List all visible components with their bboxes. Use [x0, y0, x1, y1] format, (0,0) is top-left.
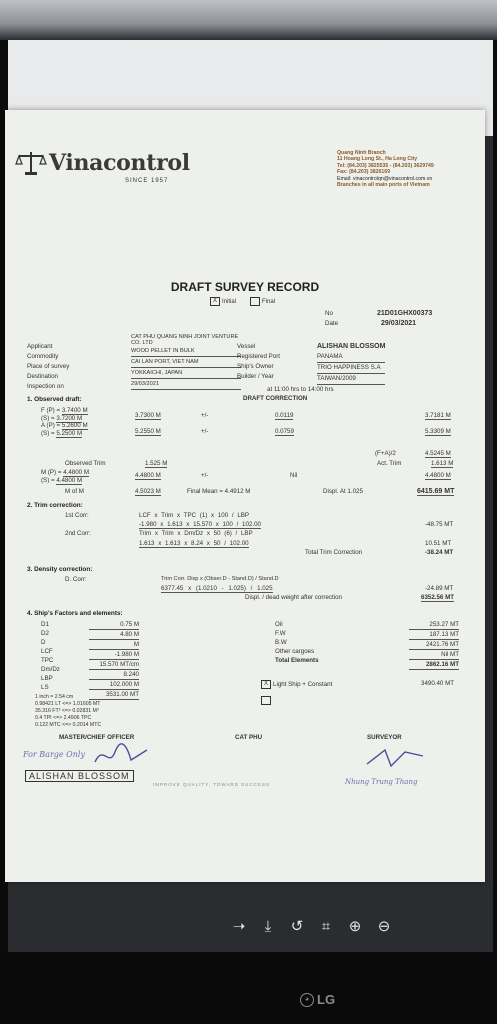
displ-label: Displ. At 1.025 — [323, 488, 363, 495]
total-trim-label: Total Trim Correction — [305, 549, 363, 556]
second-corr-label: 2nd Corr: — [65, 530, 91, 537]
trim-row1: LCF x Trim x TPC (1) x 100 / LBP — [139, 512, 250, 519]
scale-logo-icon — [15, 150, 47, 176]
branch-info: Quang Ninh Branch 11 Hoang Long St., Ha Long City Tel: (84.203) 3825535 - (84.203) 3629749 Fax: (84.203) 3826169 Email: vinacontrolqn@vinacontrol.com.vn Branches in all main ports of Vietnam — [337, 150, 434, 189]
displ-value: 6415.69 MT — [417, 488, 455, 495]
element-labels: Oil F.W B.W Other cargoes Total Elements — [275, 621, 319, 664]
displ-dw-label: Displ. / dead weight after correction — [245, 594, 342, 601]
density-result: -24.89 MT — [425, 585, 454, 592]
fa2-value: 4.5245 M — [425, 450, 451, 457]
crop-icon[interactable]: ⌗ — [321, 918, 331, 935]
act-trim-value: 1.613 M — [431, 460, 454, 467]
first-corr-label: 1st Corr: — [65, 512, 89, 519]
draft-survey-document: Vinacontrol SINCE 1957 Quang Ninh Branch 11 Hoang Long St., Ha Long City Tel: (84.203) 3825535 - (84.203) 3629749 Fax: (84.203) 3826169 Email: vinacontrolqn@vinacontrol.com.vn Branches in all main ports of Vietnam DRAFT SURVEY RECORD X Initial Final No 21D01GHX00373 Date 29/03/2021 Applicant Commodity Place of survey Destination Inspection on CAT PHU QUANG NINH JOINT VENTURE CO. LTD WOOD PELLET IN BULK CAI LAN PORT, VIET NAM YOKKAICHI, JAPAN 29/03/2021 Vessel Registered Port Ship's Owner Builder / Year ALISHAN BLOSSOM PANAMA TRIO HAPPINESS S.A TAIWAN/2009 at 11:00 hrs to 14:00 hrs DRAFT CORRECTION 1. Observed draft: F (P) = 3.7400 M (S) = 3.7200 M A (P) = 5.2600 M (S) = 5.2500 M 3.7300 M 5.2550 M +/- +/- 0.0119 0.0759 3.7181 M 5.3309 M (F+A)/2 4.5245 M Act. Trim 1.613 M Observed Trim 1.525 M M (P) = 4.4800 M (S) = 4.4800 M 4.4800 M +/- Nil 4.4800 M M of M 4.5023 M Final Mean = 4.4912 M Displ. At 1.025 6415.69 MT 2. Trim correction: 1st Corr: LCF x Trim x TPC (1) x 100 / LBP -1.980 x 1.613 x 15.570 x 100 / 102.00 -48.75 MT 2nd Corr: Trim x Trim x Dm/Dz x 50 (6) / LBP 1.613 x 1.613 x 8.24 x 50 / 102.00 10.51 MT Total Trim Correction -38.24 MT 3. Density correction: D. Corr: Trim Corr. Disp x (Obser.D - Stand.D) / Stand.D 6377.45 x (1.0210 - 1.025) / 1.025 -24.89 MT Displ. / dead weight after correction 6352.56 MT 4. Ship's Factors and elements: D1 D2 D LCF TPC Dm/Dz LBP LS 0.75 M 4.80 M M -1.980 M 15.570 MT/cm 8.240 102.000 M 3531.00 MT Oil F.W B.W Other cargoes Total Elements 253.27 MT 187.13 MT 2421.76 MT Nil MT 2862.16 MT X Light Ship + Constant 3490.40 MT 1 inch = 2.54 cm 0.98421 LT <=> 1.01605 MT 35.316 FT³ <=> 0.02831 M³ 0.4 TPI <=> 2.4906 TPC 0.122 MTC <=> 0.2014 MTC MASTER/CHIEF OFFICER CAT PHU SURVEYOR For Barge Only ALISHAN BLOSSOM IMPROVE QUALITY, TOWARD SUCCESS Nhung Trung Thang — [5, 110, 485, 882]
info-values: CAT PHU QUANG NINH JOINT VENTURE CO. LTD WOOD PELLET IN BULK CAI LAN PORT, VIET NAM YOKKAICHI, JAPAN 29/03/2021 — [131, 334, 241, 390]
observed-trim-value: 1.525 M — [145, 460, 168, 467]
surveyor-name: Nhung Trung Thang — [345, 778, 418, 786]
trim-row2-vals: 1.613 x 1.613 x 8.24 x 50 / 102.00 — [139, 540, 249, 547]
no-label: No — [325, 310, 333, 317]
zoom-in-icon[interactable]: ⊕ — [348, 918, 362, 935]
trim-row1-result: -48.75 MT — [425, 521, 454, 528]
date-label: Date — [325, 320, 339, 327]
observed-trim-label: Observed Trim — [65, 460, 106, 467]
brand-logo — [15, 150, 190, 176]
density-vals: 6377.45 x (1.0210 - 1.025) / 1.025 — [161, 585, 273, 592]
mid-mean: 4.4800 M — [135, 472, 161, 479]
since-label: SINCE 1957 — [125, 178, 169, 184]
mom-label: M of M — [65, 488, 84, 495]
factor-values: 0.75 M 4.80 M M -1.980 M 15.570 MT/cm 8.240 102.000 M 3531.00 MT — [89, 620, 139, 700]
aft-result: 5.3309 M — [425, 428, 451, 435]
motto: IMPROVE QUALITY, TOWARD SUCCESS — [153, 782, 270, 787]
factor-labels: D1 D2 D LCF TPC Dm/Dz LBP LS — [41, 621, 60, 691]
surveyor-signature — [365, 746, 425, 772]
displ-dw-value: 6352.56 MT — [421, 594, 455, 601]
fwd-corr: 0.0119 — [275, 412, 294, 419]
download-icon[interactable]: ⤓ — [264, 918, 272, 935]
no-value: 21D01GHX00373 — [377, 310, 433, 317]
observed-draft-title: 1. Observed draft: — [27, 396, 82, 403]
master-signature — [91, 742, 151, 770]
rotate-right-icon[interactable]: ➝ — [232, 918, 246, 935]
fwd-mean: 3.7300 M — [135, 412, 161, 419]
final-mean: Final Mean = 4.4912 M — [187, 488, 251, 495]
light-ship-value: 3490.40 MT — [421, 680, 455, 687]
empty-checkbox — [261, 696, 273, 705]
brand-name: Vinacontrol — [49, 150, 190, 176]
master-label: MASTER/CHIEF OFFICER — [59, 734, 135, 741]
trim-row2-result: 10.51 MT — [425, 540, 452, 547]
mid-draft: M (P) = 4.4800 M (S) = 4.4800 M — [41, 469, 89, 484]
density-expr: Trim Corr. Disp x (Obser.D - Stand.D) / Stand.D — [161, 576, 279, 582]
surveyor-label: SURVEYOR — [367, 734, 402, 741]
final-checkbox — [250, 297, 260, 306]
lg-logo-icon: ◕ — [300, 993, 314, 1007]
undo-icon[interactable]: ↺ — [290, 918, 304, 935]
fa2-label: (F+A)/2 — [375, 450, 396, 457]
record-type: X Initial Final — [210, 297, 275, 306]
barge-note: For Barge Only — [23, 750, 85, 759]
aft-corr: 0.0759 — [275, 428, 294, 435]
light-ship-row: X Light Ship + Constant — [261, 680, 332, 689]
zoom-out-icon[interactable]: ⊖ — [377, 918, 391, 935]
trim-row2: Trim x Trim x Dm/Dz x 50 (6) / LBP — [139, 530, 253, 537]
date-value: 29/03/2021 — [381, 320, 417, 327]
conversion-notes: 1 inch = 2.54 cm 0.98421 LT <=> 1.01605 MT 35.316 FT³ <=> 0.02831 M³ 0.4 TPI <=> 2.4906 TPC 0.122 MTC <=> 0.2014 MTC — [35, 694, 102, 728]
record-title: DRAFT SURVEY RECORD — [170, 280, 320, 294]
mid-corr: Nil — [290, 472, 298, 479]
aft-mean: 5.2550 M — [135, 428, 161, 435]
initial-checkbox: X — [210, 297, 220, 306]
catphu-label: CAT PHU — [235, 734, 263, 741]
trim-corr-title: 2. Trim correction: — [27, 502, 83, 509]
viewer-toolbar — [230, 918, 393, 936]
density-title: 3. Density correction: — [27, 566, 93, 573]
draft-correction-label: DRAFT CORRECTION — [243, 395, 308, 402]
fwd-draft: F (P) = 3.7400 M (S) = 3.7200 M A (P) = 5.2600 M (S) = 5.2500 M — [41, 407, 88, 437]
element-values: 253.27 MT 187.13 MT 2421.76 MT Nil MT 2862.16 MT — [409, 620, 459, 670]
total-trim-value: -38.24 MT — [425, 549, 454, 556]
mom-value: 4.5023 M — [135, 488, 161, 495]
trim-row1-vals: -1.980 x 1.613 x 15.570 x 100 / 102.00 — [139, 521, 261, 528]
act-trim-label: Act. Trim — [377, 460, 402, 467]
ship-factors-title: 4. Ship's Factors and elements: — [27, 610, 123, 617]
density-label: D. Corr: — [65, 576, 87, 583]
monitor-bezel-top — [0, 0, 497, 40]
vessel-labels: Vessel Registered Port Ship's Owner Builder / Year — [237, 343, 280, 380]
monitor-bezel-bottom — [0, 952, 497, 1024]
vessel-values: ALISHAN BLOSSOM PANAMA TRIO HAPPINESS S.A TAIWAN/2009 — [317, 342, 385, 385]
inspection-time: at 11:00 hrs to 14:00 hrs — [267, 386, 334, 393]
info-labels: Applicant Commodity Place of survey Destination Inspection on — [27, 343, 70, 390]
monitor-brand: ◕ LG — [300, 992, 335, 1007]
mid-result: 4.4800 M — [425, 472, 451, 479]
fwd-result: 3.7181 M — [425, 412, 451, 419]
ship-stamp: ALISHAN BLOSSOM — [25, 770, 134, 782]
